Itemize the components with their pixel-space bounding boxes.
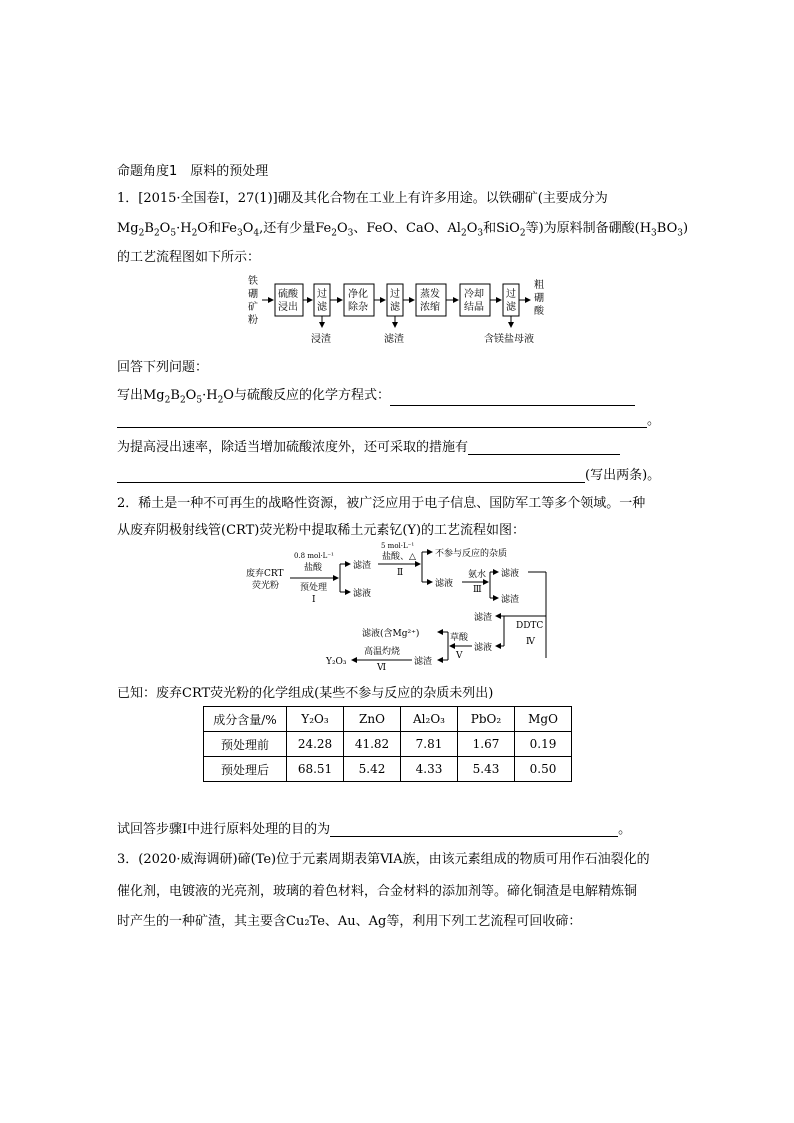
q1-sub2-cont: (写出两条)。 [117, 464, 660, 483]
filter-1a: 过 [317, 289, 327, 300]
raw-4: 粉 [248, 315, 258, 326]
table-header-cell: 成分含量/% [204, 707, 287, 732]
q1-sub1-cont: 。 [117, 409, 660, 428]
step-evap-1: 蒸发 [420, 289, 440, 300]
oxalic: 草酸 [450, 633, 469, 643]
table-header-row [204, 707, 572, 732]
answer-blank-3[interactable] [468, 454, 620, 455]
step-evap-2: 浓缩 [420, 302, 440, 313]
q1-sub1: 写出$Mg_2B_2O_5\cdot H_2O$与硫酸反应的化学方程式： [117, 384, 635, 406]
q1-ask: 回答下列问题： [117, 360, 209, 375]
table-cell: 0.50 [515, 757, 572, 782]
step-leach-2: 浸出 [278, 302, 298, 313]
filter-1b: 滤 [317, 302, 327, 313]
section-heading: 命题角度1 原料的预处理 [117, 164, 269, 179]
q1-sub2: 为提高浸出速率，除适当增加硫酸浓度外，还可采取的措施有 [117, 436, 620, 455]
filter-2a: 过 [390, 289, 400, 300]
product-3: 酸 [534, 306, 544, 317]
step-5: Ⅴ [456, 651, 463, 661]
step-3: Ⅲ [473, 585, 482, 595]
q2-line2: 从废弃阴极射线管(CRT)荧光粉中提取稀土元素钇(Y)的工艺流程如图： [117, 523, 526, 538]
table-cell: 0.19 [515, 732, 572, 757]
filter-3b: 滤 [506, 302, 516, 313]
filtrate-3: 滤液 [501, 569, 520, 579]
table-cell: 1.67 [458, 732, 515, 757]
table-cell: 41.82 [344, 732, 401, 757]
table-header-cell: Al₂O₃ [401, 707, 458, 732]
q1-line2: $Mg_2B_2O_5\cdot H_2O$和$Fe_3O_4$,还有少量$Fe_2O_3$、FeO、CaO、$Al_2O_3$和SiO$_2$等)为原料制备硼酸$(H_3BO_3)$ [117, 221, 689, 239]
step-leach-1: 硫酸 [278, 289, 298, 300]
table-cell: 预处理后 [204, 757, 287, 782]
q3-line1: 3．(2020·威海调研)碲(Te)位于元素周期表第ⅥA族，由该元素组成的物质可用作石油裂化的 [117, 852, 650, 867]
filtrate-1: 滤液 [353, 589, 372, 599]
q2-known: 已知：废弃CRT荧光粉的化学组成(某些不参与反应的杂质未列出) [117, 686, 494, 701]
table-header-cell: Y₂O₃ [287, 707, 344, 732]
out-2: 滤渣 [384, 334, 404, 345]
q2-ask: 试回答步骤Ⅰ中进行原料处理的目的为 。 [117, 822, 632, 837]
filtrate-2: 滤液 [435, 579, 454, 589]
impurity: 不参与反应的杂质 [435, 549, 508, 559]
answer-blank-2[interactable] [117, 427, 647, 428]
step-cool-2: 结晶 [464, 302, 484, 313]
residue-3: 滤渣 [501, 595, 520, 605]
answer-blank-5[interactable] [330, 836, 618, 837]
q2-line1: 2．稀土是一种不可再生的战略性资源，被广泛应用于电子信息、国防军工等多个领域。一种 [117, 496, 646, 511]
filtrate-mg: 滤液(含Mg²⁺) [362, 629, 420, 639]
step-purify-1: 净化 [348, 289, 368, 300]
answer-blank-1[interactable] [390, 405, 635, 406]
table-header-cell: ZnO [344, 707, 401, 732]
calcine: 高温灼烧 [364, 647, 401, 657]
q3-line2: 催化剂，电镀液的光亮剂，玻璃的着色材料，合金材料的添加剂等。碲化铜渣是电解精炼铜 [117, 884, 638, 899]
table-header-cell: MgO [515, 707, 572, 732]
filter-2b: 滤 [390, 302, 400, 313]
filter-3a: 过 [506, 289, 516, 300]
step-cool-1: 冷却 [464, 289, 484, 300]
cond-2: 5 mol·L⁻¹ [381, 542, 415, 550]
acid-2: 盐酸、△ [382, 552, 416, 562]
acid-1: 盐酸 [304, 563, 323, 573]
table-cell: 24.28 [287, 732, 344, 757]
product-2: 硼 [534, 293, 544, 304]
composition-table [203, 706, 572, 782]
cond-1: 0.8 mol·L⁻¹ [294, 552, 334, 560]
flow-diagram-1 [240, 270, 560, 348]
residue-4: 滤渣 [474, 613, 493, 623]
raw-1: 铁 [248, 276, 258, 287]
table-cell: 7.81 [401, 732, 458, 757]
step-6: Ⅵ [377, 663, 387, 672]
flow-diagram-2 [240, 540, 560, 672]
filtrate-4: 滤液 [474, 643, 493, 653]
raw-2: 硼 [248, 289, 258, 300]
residue-5: 滤渣 [414, 657, 433, 667]
q1-line1: 1．[2015·全国卷Ⅰ，27(1)]硼及其化合物在工业上有许多用途。以铁硼矿(主要成分为 [117, 191, 608, 206]
ammonia: 氨水 [468, 570, 487, 580]
table-cell: 5.43 [458, 757, 515, 782]
pretreat: 预处理 [300, 583, 328, 593]
table-cell: 5.42 [344, 757, 401, 782]
product-y2o3: Y₂O₃ [326, 657, 347, 667]
step-4: Ⅳ [526, 637, 535, 647]
out-3: 含镁盐母液 [484, 334, 534, 345]
start-2: 荧光粉 [252, 581, 280, 591]
table-cell: 4.33 [401, 757, 458, 782]
q3-line3: 时产生的一种矿渣，其主要含Cu₂Te、Au、Ag等，利用下列工艺流程可回收碲： [117, 914, 582, 929]
step-purify-2: 除杂 [348, 302, 368, 313]
table-cell: 68.51 [287, 757, 344, 782]
raw-3: 矿 [248, 302, 258, 313]
table-row [204, 757, 572, 782]
out-1: 浸渣 [311, 334, 331, 345]
step-1: Ⅰ [312, 595, 316, 605]
table-cell: 预处理前 [204, 732, 287, 757]
answer-blank-4[interactable] [117, 482, 585, 483]
q1-line3: 的工艺流程图如下所示： [117, 250, 261, 265]
table-header-cell: PbO₂ [458, 707, 515, 732]
residue-1: 滤渣 [353, 561, 372, 571]
step-2: Ⅱ [397, 568, 404, 578]
start-1: 废弃CRT [246, 569, 284, 579]
table-row [204, 732, 572, 757]
ddtc: DDTC [516, 621, 544, 631]
product-1: 粗 [534, 280, 544, 291]
